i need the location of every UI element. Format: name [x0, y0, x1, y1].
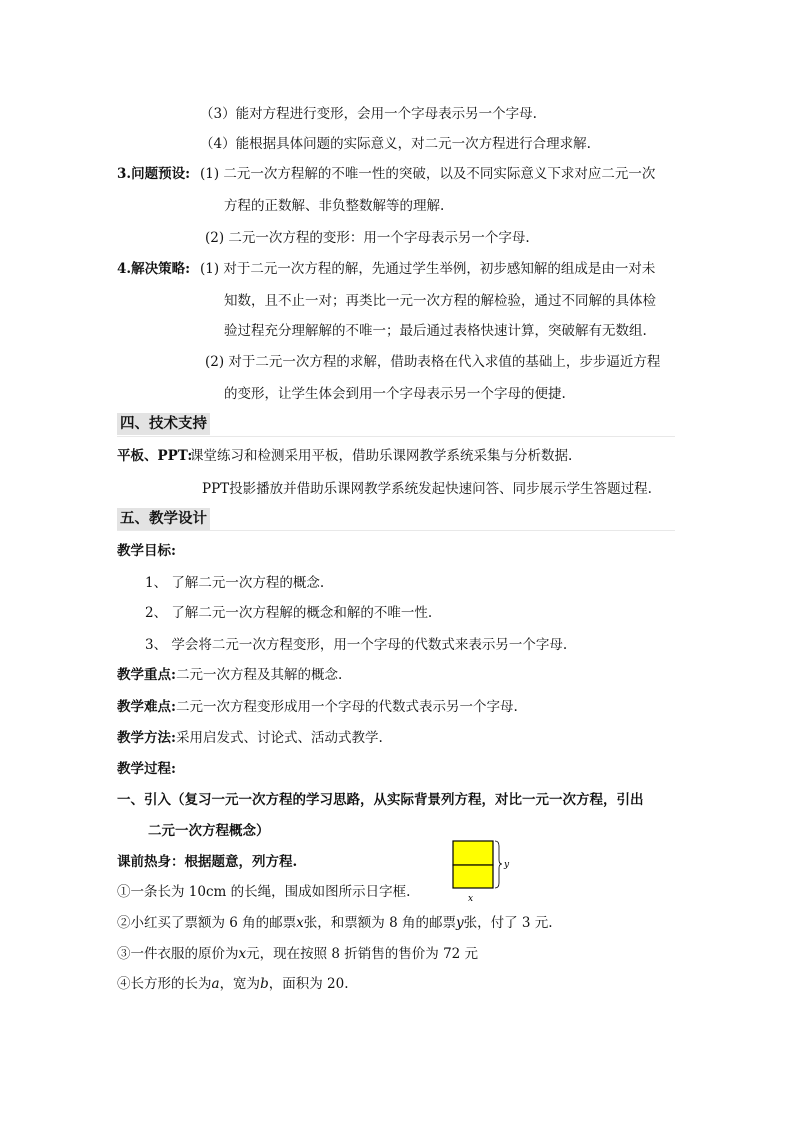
question-2-var-x: x [296, 915, 304, 931]
section-5-rule [117, 530, 675, 531]
intro-line-1: 一、引入（复习一元一次方程的学习思路，从实际背景列方程，对比一元一次方程，引出 [117, 792, 644, 808]
goal-1: 1、 了解二元一次方程的概念. [145, 575, 325, 591]
strategy-1b: 知数，且不止一对；再类比一元一次方程的解检验，通过不同解的具体检 [224, 293, 656, 309]
strategy-2b: 的变形，让学生体会到用一个字母表示另一个字母的便捷. [224, 386, 566, 402]
problem-preview-1b: 方程的正数解、非负整数解等的理解. [224, 198, 445, 214]
key-point-text: 二元一次方程及其解的概念. [175, 667, 343, 683]
difficulty-label: 教学难点: [117, 699, 176, 715]
strategy-label: 4.解决策略: [117, 261, 191, 277]
problem-preview-label: 3.问题预设: [117, 166, 191, 182]
goals-label: 教学目标: [117, 543, 176, 559]
question-2-part-b: 张，和票额为 8 角的邮票 [303, 915, 456, 931]
label-y: y [504, 860, 510, 870]
problem-preview-2: (2) 二元一次方程的变形：用一个字母表示另一个字母. [205, 230, 530, 246]
intro-line-2: 二元一次方程概念） [148, 823, 270, 839]
tech-support-label: 平板、PPT: [117, 448, 193, 464]
process-label: 教学过程: [117, 761, 176, 777]
key-point-label: 教学重点: [117, 667, 176, 683]
question-3-part-a: ③一件衣服的原价为 [117, 946, 239, 962]
method-text: 采用启发式、讨论式、活动式教学. [175, 730, 383, 746]
method-label: 教学方法: [117, 730, 176, 746]
question-4 [117, 975, 348, 993]
goal-item-3: （3）能对方程进行变形，会用一个字母表示另一个字母. [200, 106, 537, 122]
ri-frame-top-cell [453, 841, 493, 865]
question-1: ①一条长为 10cm 的长绳，围成如图所示日字框. [117, 884, 411, 900]
strategy-2a: (2) 对于二元一次方程的求解，借助表格在代入求值的基础上，步步逼近方程 [205, 354, 661, 370]
key-point [117, 666, 342, 684]
goal-2: 2、 了解二元一次方程解的概念和解的不唯一性. [145, 605, 433, 621]
strategy-1a: (1) 对于二元一次方程的解，先通过学生举例，初步感知解的组成是由一对未 [200, 261, 656, 277]
question-4-part-b: ，宽为 [219, 976, 261, 992]
question-2-var-y: y [455, 915, 464, 931]
problem-preview-1a: (1) 二元一次方程解的不唯一性的突破，以及不同实际意义下求对应二元一次 [200, 166, 656, 182]
ri-frame-bottom-cell [453, 865, 493, 888]
height-brace [495, 841, 502, 888]
section-4-title: 四、技术支持 [117, 413, 210, 435]
question-4-part-c: ，面积为 20. [268, 976, 349, 992]
question-4-part-a: ④长方形的长为 [117, 976, 212, 992]
question-2 [117, 914, 553, 932]
teaching-method [117, 729, 383, 747]
question-2-part-a: ②小红买了票额为 6 角的邮票 [117, 915, 297, 931]
question-2-part-c: 张，付了 3 元. [463, 915, 553, 931]
ri-frame-figure [446, 840, 518, 906]
strategy-1c: 验过程充分理解解的不唯一；最后通过表格快速计算，突破解有无数组. [224, 323, 647, 339]
goal-3: 3、 学会将二元一次方程变形，用一个字母的代数式来表示另一个字母. [145, 637, 568, 653]
question-4-var-b: b [260, 976, 269, 992]
goal-item-4: （4）能根据具体问题的实际意义，对二元一次方程进行合理求解. [200, 136, 591, 152]
section-4-rule [117, 436, 675, 437]
label-x: x [468, 894, 474, 904]
difficulty-text: 二元一次方程变形成用一个字母的代数式表示另一个字母. [175, 699, 518, 715]
question-4-var-a: a [211, 976, 220, 992]
tech-support-text-1: 课堂练习和检测采用平板，借助乐课网教学系统采集与分析数据. [190, 448, 573, 464]
tech-support-text-2: PPT投影播放并借助乐课网教学系统发起快速问答、同步展示学生答题过程. [202, 481, 652, 497]
section-5-title: 五、教学设计 [117, 508, 210, 530]
question-3-var-x: x [238, 946, 247, 962]
difficulty-point [117, 698, 518, 716]
question-3 [117, 945, 478, 963]
warmup-heading: 课前热身：根据题意，列方程. [117, 854, 298, 870]
question-3-part-b: 元，现在按照 8 折销售的售价为 72 元 [246, 946, 479, 962]
